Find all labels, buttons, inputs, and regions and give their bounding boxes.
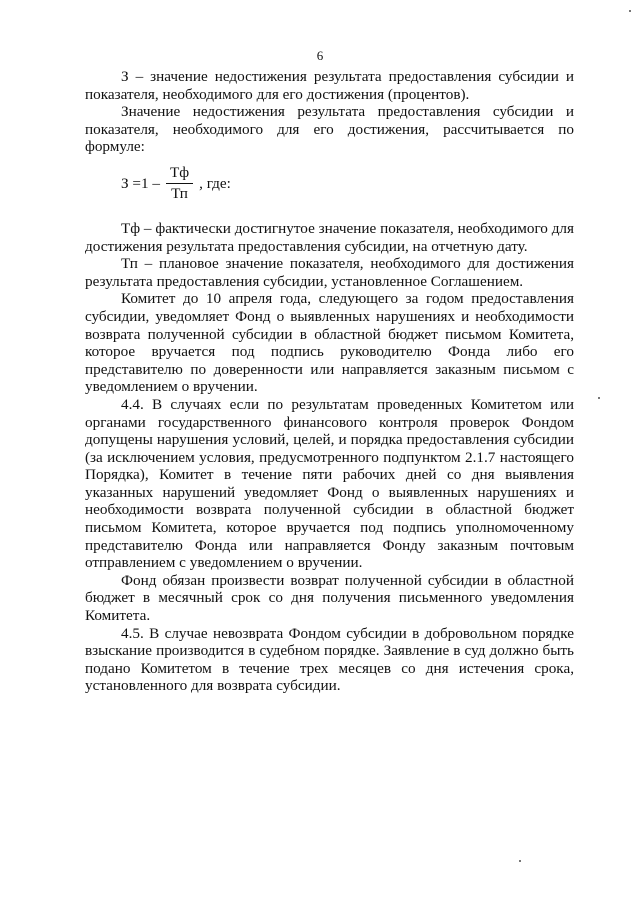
formula-denominator: Тп	[171, 185, 188, 203]
paragraph-definition-tf: Тф – фактически достигнутое значение показателя, необходимого для достижения результата предоставления субсидии, на отчетную дату.	[85, 219, 574, 255]
formula-suffix: , где:	[199, 175, 231, 193]
scan-speck	[629, 10, 631, 12]
paragraph-formula-intro: Значение недостижения результата предоставления субсидии и показателя, необходимого для его достижения, рассчитывается по формуле:	[85, 103, 574, 156]
document-body	[85, 68, 574, 695]
page-number: 6	[316, 48, 324, 63]
formula-numerator: Тф	[166, 165, 193, 184]
formula-fraction	[166, 165, 193, 202]
scan-speck	[598, 397, 600, 399]
paragraph-4-4: 4.4. В случаях если по результатам проведенных Комитетом или органами государственного финансового контроля проверок Фондом допущены нарушения условий, целей, и порядка предоставления субсидии (за исключением условия, предусмотренного подпунктом 2.1.7 настоящего Порядка), Комитет в течение пяти рабочих дней со дня выявления указанных нарушений уведомляет Фонд о выявленных нарушениях и необходимости возврата полученной субсидии в областной бюджет письмом Комитета, которое вручается под подпись уполномоченному представителю Фонда или направляется Фонду заказным почтовым отправлением с уведомлением о вручении.	[85, 395, 574, 572]
paragraph-4-5: 4.5. В случае невозврата Фондом субсидии в добровольном порядке взыскание производится в судебном порядке. Заявление в суд должно быть подано Комитетом в течение трех месяцев со дня истечения срока, установленного для возврата субсидии.	[85, 624, 574, 695]
paragraph-notification: Комитет до 10 апреля года, следующего за годом предоставления субсидии, уведомляет Фонд о выявленных нарушениях и необходимости возврата полученной субсидии в областной бюджет письмом Комитета, которое вручается под подпись руководителю Фонда либо его представителю по доверенности или направляется заказным письмом с уведомлением о вручении.	[85, 290, 574, 396]
scan-speck	[519, 860, 521, 862]
paragraph-refund-obligation: Фонд обязан произвести возврат полученной субсидии в областной бюджет в месячный срок со дня получения письменного уведомления Комитета.	[85, 571, 574, 625]
formula	[121, 164, 574, 204]
paragraph-definition-z: З – значение недостижения результата предоставления субсидии и показателя, необходимого для его достижения (процентов).	[85, 68, 574, 103]
paragraph-definition-tp: Тп – плановое значение показателя, необходимого для достижения результата предоставления субсидии, установленное Соглашением.	[85, 255, 574, 290]
formula-lhs: З =1 –	[121, 175, 160, 193]
